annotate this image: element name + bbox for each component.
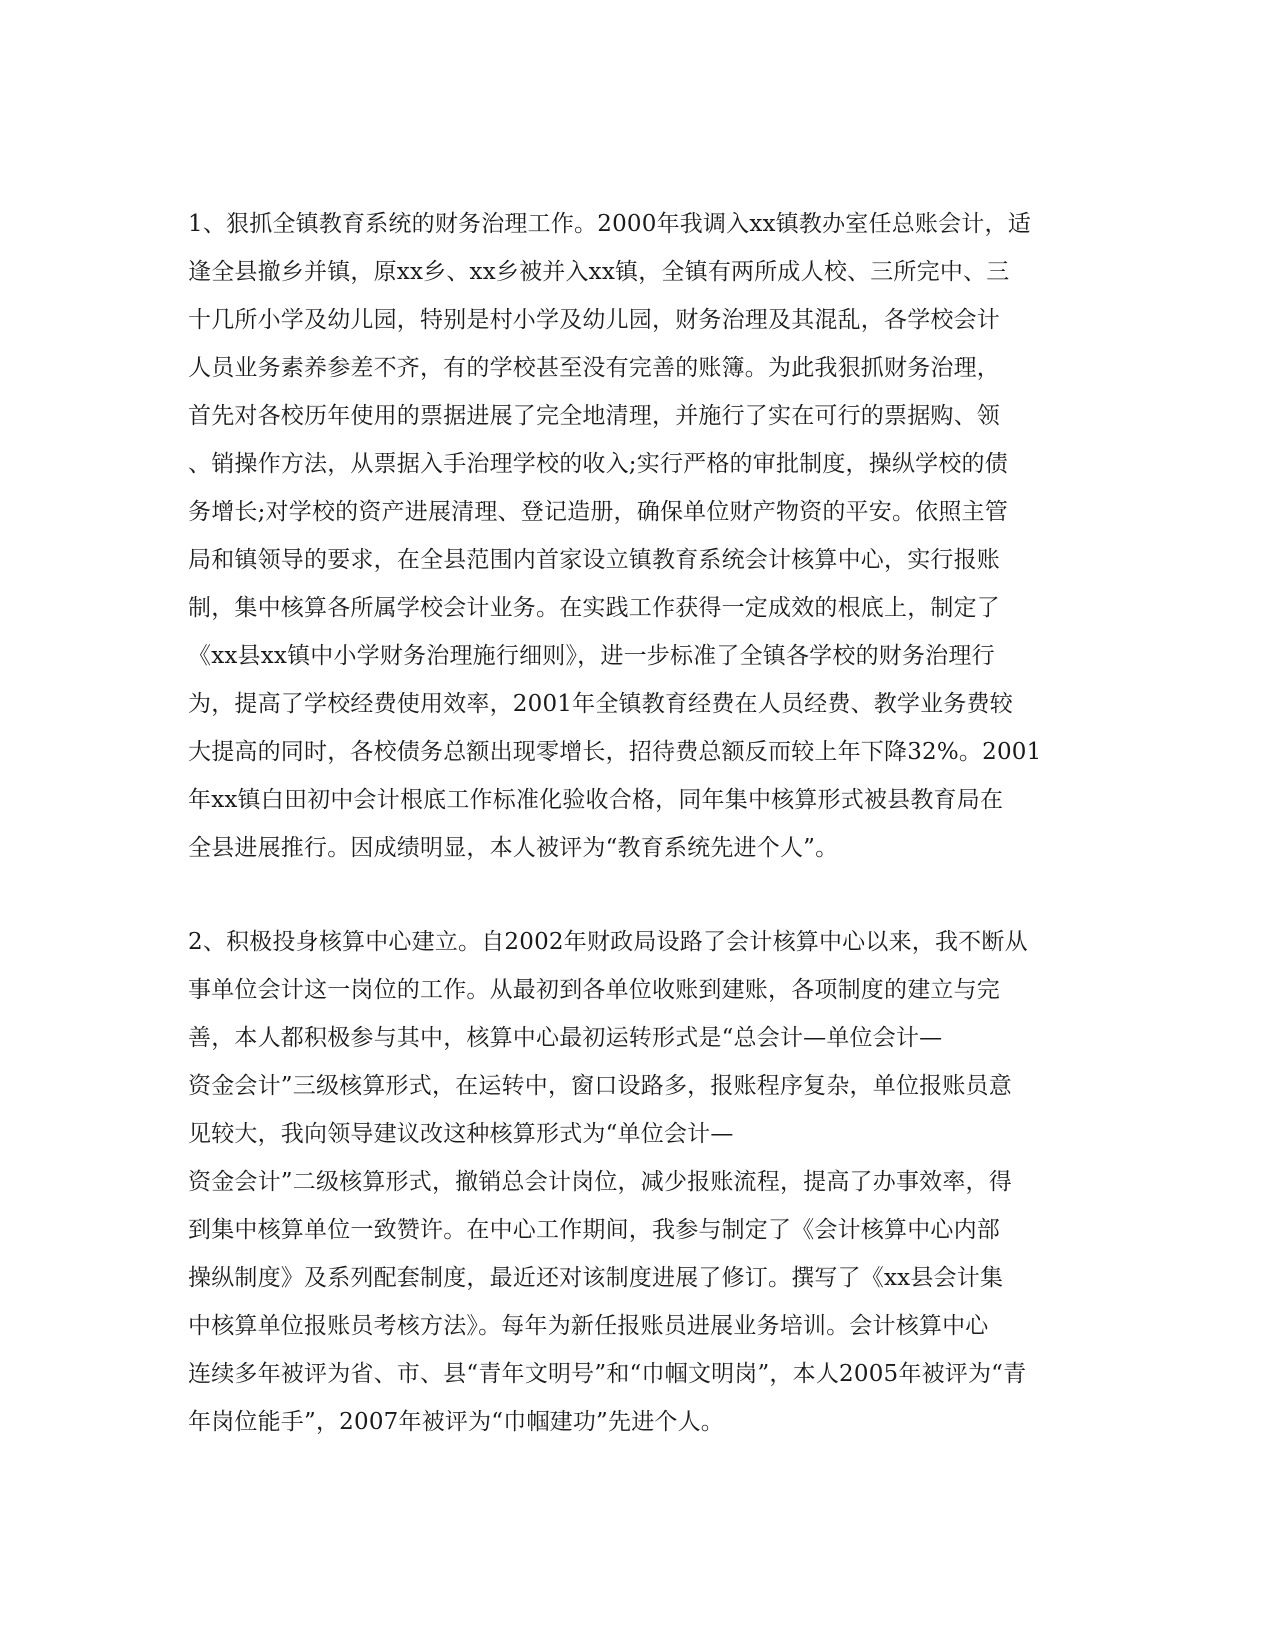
text-line: 中核算单位报账员考核方法》。每年为新任报账员进展业务培训。会计核算中心 xyxy=(188,1313,989,1339)
text-line: 、销操作方法，从票据入手治理学校的收入;实行严格的审批制度，操纵学校的债 xyxy=(188,451,1008,477)
text-line: 务增长;对学校的资产进展清理、登记造册，确保单位财产物资的平安。依照主管 xyxy=(188,499,1008,525)
text-line: 制，集中核算各所属学校会计业务。在实践工作获得一定成效的根底上，制定了 xyxy=(188,595,1000,621)
text-line: 全县进展推行。因成绩明显，本人被评为“教育系统先进个人”。 xyxy=(188,835,839,861)
text-line: 逢全县撤乡并镇，原xx乡、xx乡被并入xx镇，全镇有两所成人校、三所完中、三 xyxy=(188,259,1010,285)
paragraph-accounting-center xyxy=(188,918,1038,1446)
text-line: 见较大，我向领导建议改这种核算形式为“单位会计— xyxy=(188,1121,734,1147)
text-line: 人员业务素养参差不齐，有的学校甚至没有完善的账簿。为此我狠抓财务治理， xyxy=(188,355,1000,381)
text-line: 2、积极投身核算中心建立。自2002年财政局设路了会计核算中心以来，我不断从 xyxy=(188,929,1028,955)
text-line: 大提高的同时，各校债务总额出现零增长，招待费总额反而较上年下降32%。2001 xyxy=(188,739,1042,765)
text-line: 资金会计”三级核算形式，在运转中，窗口设路多，报账程序复杂，单位报账员意 xyxy=(188,1073,1012,1099)
text-line: 善，本人都积极参与其中，核算中心最初运转形式是“总会计—单位会计— xyxy=(188,1025,943,1051)
text-line: 为，提高了学校经费使用效率，2001年全镇教育经费在人员经费、教学业务费较 xyxy=(188,691,1013,717)
text-line: 事单位会计这一岗位的工作。从最初到各单位收账到建账，各项制度的建立与完 xyxy=(188,977,1000,1003)
text-line: 局和镇领导的要求，在全县范围内首家设立镇教育系统会计核算中心，实行报账 xyxy=(188,547,1000,573)
text-line: 首先对各校历年使用的票据进展了完全地清理，并施行了实在可行的票据购、领 xyxy=(188,403,1000,429)
text-line: 连续多年被评为省、市、县“青年文明号”和“巾帼文明岗”，本人2005年被评为“青 xyxy=(188,1361,1027,1387)
text-line: 年xx镇白田初中会计根底工作标准化验收合格，同年集中核算形式被县教育局在 xyxy=(188,787,1004,813)
text-line: 到集中核算单位一致赞许。在中心工作期间，我参与制定了《会计核算中心内部 xyxy=(188,1217,1000,1243)
text-line: 十几所小学及幼儿园，特别是村小学及幼儿园，财务治理及其混乱，各学校会计 xyxy=(188,307,1000,333)
text-line: 资金会计”二级核算形式，撤销总会计岗位，减少报账流程，提高了办事效率，得 xyxy=(188,1169,1012,1195)
paragraph-financial-management xyxy=(188,200,1042,872)
text-line: 年岗位能手”，2007年被评为“巾帼建功”先进个人。 xyxy=(188,1409,725,1435)
text-line: 操纵制度》及系列配套制度，最近还对该制度进展了修订。撰写了《xx县会计集 xyxy=(188,1265,1004,1291)
text-line: 1、狠抓全镇教育系统的财务治理工作。2000年我调入xx镇教办室任总账会计，适 xyxy=(188,211,1031,237)
text-line: 《xx县xx镇中小学财务治理施行细则》，进一步标准了全镇各学校的财务治理行 xyxy=(188,643,995,669)
